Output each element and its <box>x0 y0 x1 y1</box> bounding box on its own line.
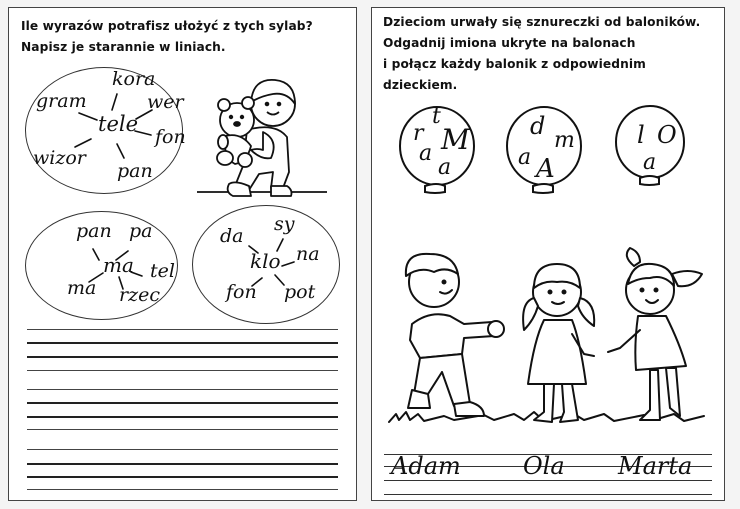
left-worksheet-page <box>8 7 357 501</box>
writing-line <box>27 463 338 465</box>
writing-line <box>27 329 338 330</box>
name-line <box>384 480 712 481</box>
right-worksheet-page <box>371 7 725 501</box>
syllable-ma: ma <box>67 277 97 299</box>
name-ola: Ola <box>523 452 565 480</box>
boy-with-teddy-illustration <box>187 62 347 207</box>
name-marta: Marta <box>618 452 693 480</box>
syllable-gram: gram <box>36 90 87 112</box>
syllable-wer: wer <box>147 91 184 113</box>
balloon-letter: l <box>637 121 645 149</box>
instruction-line-1: Ile wyrazów potrafisz ułożyć z tych sylab? <box>21 19 313 33</box>
syllable-da: da <box>220 225 244 247</box>
writing-line <box>27 416 338 418</box>
syllable-fon: fon <box>226 281 257 303</box>
syllable-rzec: rzec <box>119 284 160 306</box>
writing-line <box>27 489 338 490</box>
syllable-sy: sy <box>274 213 295 235</box>
balloon-letter: a <box>438 155 452 180</box>
name-adam: Adam <box>391 452 461 480</box>
balloon-letter: d <box>530 112 546 140</box>
balloon-letter: a <box>518 145 532 170</box>
writing-line <box>27 402 338 404</box>
syllable-center-klo: klo <box>250 249 281 273</box>
instruction-line-3: i połącz każdy balonik z odpowiednim dzieckiem. <box>383 57 646 92</box>
balloon-letter: t <box>432 104 441 129</box>
balloon-letter: O <box>657 121 677 149</box>
syllable-na: na <box>296 243 320 265</box>
balloon-letter: r <box>413 121 424 146</box>
writing-line <box>27 429 338 430</box>
instruction-line-2: Napisz je starannie w liniach. <box>21 40 226 54</box>
children-illustration <box>384 244 714 434</box>
instruction-line-2: Odgadnij imiona ukryte na balonach <box>383 36 636 50</box>
syllable-tel: tel <box>150 260 175 282</box>
instruction-line-1: Dzieciom urwały się sznureczki od baloników. <box>383 15 701 29</box>
writing-line <box>27 356 338 358</box>
writing-line <box>27 476 338 478</box>
syllable-center-ma: ma <box>103 253 134 277</box>
writing-line <box>27 449 338 450</box>
syllable-pan: pan <box>117 160 153 182</box>
syllable-wizor: wizor <box>33 147 86 169</box>
balloon-letter: M <box>441 123 470 156</box>
syllable-kora: kora <box>112 68 156 90</box>
syllable-pa: pa <box>129 220 153 242</box>
balloon-letter: a <box>419 141 433 166</box>
name-line <box>384 494 712 495</box>
syllable-fon: fon <box>155 126 186 148</box>
writing-line <box>27 370 338 371</box>
writing-line <box>27 389 338 390</box>
syllable-pot: pot <box>284 281 316 303</box>
syllable-center-tele: tele <box>98 112 139 136</box>
balloon-letter: m <box>554 128 575 153</box>
writing-line <box>27 342 338 344</box>
right-instructions <box>383 12 724 96</box>
syllable-pan: pan <box>76 220 112 242</box>
balloon-letter: a <box>643 150 657 175</box>
left-instructions <box>21 16 313 58</box>
balloon-letter: A <box>536 154 555 184</box>
